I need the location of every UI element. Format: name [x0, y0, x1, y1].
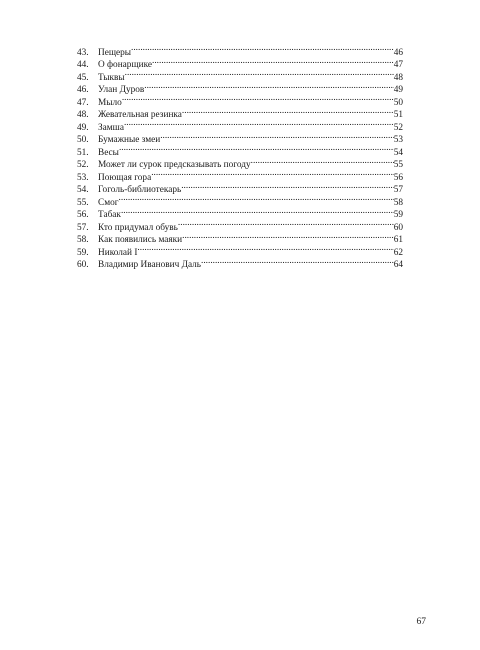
toc-entry-page: 54 — [393, 147, 403, 158]
toc-entry — [77, 155, 403, 168]
toc-entry-number: 51. — [77, 147, 89, 158]
toc-dot-leader — [151, 167, 394, 180]
toc-dot-leader — [181, 180, 393, 193]
toc-entry-number: 58. — [77, 235, 89, 245]
toc-entry — [77, 67, 403, 83]
toc-entry-title: Улан Дуров — [98, 85, 145, 95]
toc-dot-leader — [182, 105, 394, 118]
toc-entry-title: Как появились маяки — [98, 235, 183, 245]
toc-entry-title: Бумажные змеи — [98, 135, 161, 145]
toc-dot-leader — [125, 67, 394, 80]
toc-dot-leader — [144, 80, 393, 93]
toc-dot-leader — [152, 55, 394, 68]
toc-entry-number: 54. — [77, 185, 89, 195]
toc-entry-number: 43. — [77, 47, 89, 58]
toc-entry-title: Весы — [98, 147, 119, 158]
toc-entry-number: 50. — [77, 135, 89, 145]
toc-entry-title: Смог — [98, 197, 119, 208]
toc-entry-title: Владимир Иванович Даль — [98, 260, 202, 270]
toc-entry — [77, 42, 403, 58]
toc-entry-number: 47. — [77, 97, 89, 108]
toc-entry-number: 56. — [77, 210, 89, 220]
toc-entry-page: 53 — [393, 135, 403, 145]
toc-entry — [77, 105, 403, 118]
toc-entry-page: 51 — [393, 110, 403, 120]
toc-entry-page: 48 — [393, 72, 403, 83]
toc-entry-title: Мыло — [98, 97, 122, 108]
toc-entry-title: Тыквы — [98, 72, 125, 83]
toc-dot-leader — [160, 130, 394, 143]
toc-entry-page: 58 — [393, 197, 403, 208]
toc-entry-title: Жевательная резинка — [98, 110, 182, 120]
toc-entry-number: 59. — [77, 247, 89, 258]
toc-entry-title: Пещеры — [98, 47, 132, 58]
toc-entry-number: 55. — [77, 197, 89, 208]
toc-entry-page: 46 — [393, 47, 403, 58]
toc-dot-leader — [251, 155, 394, 168]
toc-entry — [77, 217, 403, 233]
toc-entry-title: Кто придумал обувь — [98, 222, 178, 233]
toc-entry — [77, 130, 403, 143]
toc-entry-title: Табак — [98, 210, 121, 220]
toc-entry-page: 59 — [393, 210, 403, 220]
toc-entry-page: 50 — [393, 97, 403, 108]
toc-entry-page: 61 — [393, 235, 403, 245]
toc-entry-page: 64 — [393, 260, 403, 270]
toc-entry — [77, 192, 403, 208]
toc-entry — [77, 205, 403, 218]
toc-entry-title: Поющая гора — [98, 172, 152, 183]
toc-dot-leader — [121, 205, 394, 218]
toc-entry-page: 57 — [393, 185, 403, 195]
toc-entry-number: 60. — [77, 260, 89, 270]
toc-entry-number: 57. — [77, 222, 89, 233]
toc-entry-page: 52 — [393, 122, 403, 133]
toc-entry-number: 49. — [77, 122, 89, 133]
toc-dot-leader — [137, 242, 393, 255]
toc-entry-title: Замша — [98, 122, 124, 133]
toc-entry-title: Гоголь-библиотекарь — [98, 185, 182, 195]
toc-entry-page: 56 — [393, 172, 403, 183]
toc-entry-number: 46. — [77, 85, 89, 95]
toc-dot-leader — [178, 217, 394, 230]
toc-entry-number: 44. — [77, 60, 89, 70]
toc-dot-leader — [201, 255, 394, 268]
toc-entry-number: 53. — [77, 172, 89, 183]
toc-entry — [77, 80, 403, 93]
toc-entry — [77, 142, 403, 158]
toc-dot-leader — [124, 117, 394, 130]
table-of-contents — [77, 42, 403, 270]
toc-entry-page: 62 — [393, 247, 403, 258]
toc-entry — [77, 92, 403, 108]
page-number: 67 — [416, 617, 426, 627]
toc-entry-page: 60 — [393, 222, 403, 233]
toc-entry-title: Может ли сурок предсказывать погоду — [98, 160, 251, 170]
toc-entry-number: 52. — [77, 160, 89, 170]
toc-dot-leader — [119, 192, 394, 205]
toc-entry — [77, 117, 403, 133]
toc-entry-title: Николай I — [98, 247, 138, 258]
toc-entry-number: 45. — [77, 72, 89, 83]
toc-entry-page: 55 — [393, 160, 403, 170]
toc-dot-leader — [182, 230, 394, 243]
toc-entry-page: 49 — [393, 85, 403, 95]
toc-dot-leader — [119, 142, 394, 155]
toc-dot-leader — [131, 42, 394, 55]
toc-entry-number: 48. — [77, 110, 89, 120]
toc-entry-title: О фонарщике — [98, 60, 153, 70]
toc-entry-page: 47 — [393, 60, 403, 70]
toc-dot-leader — [122, 92, 394, 105]
